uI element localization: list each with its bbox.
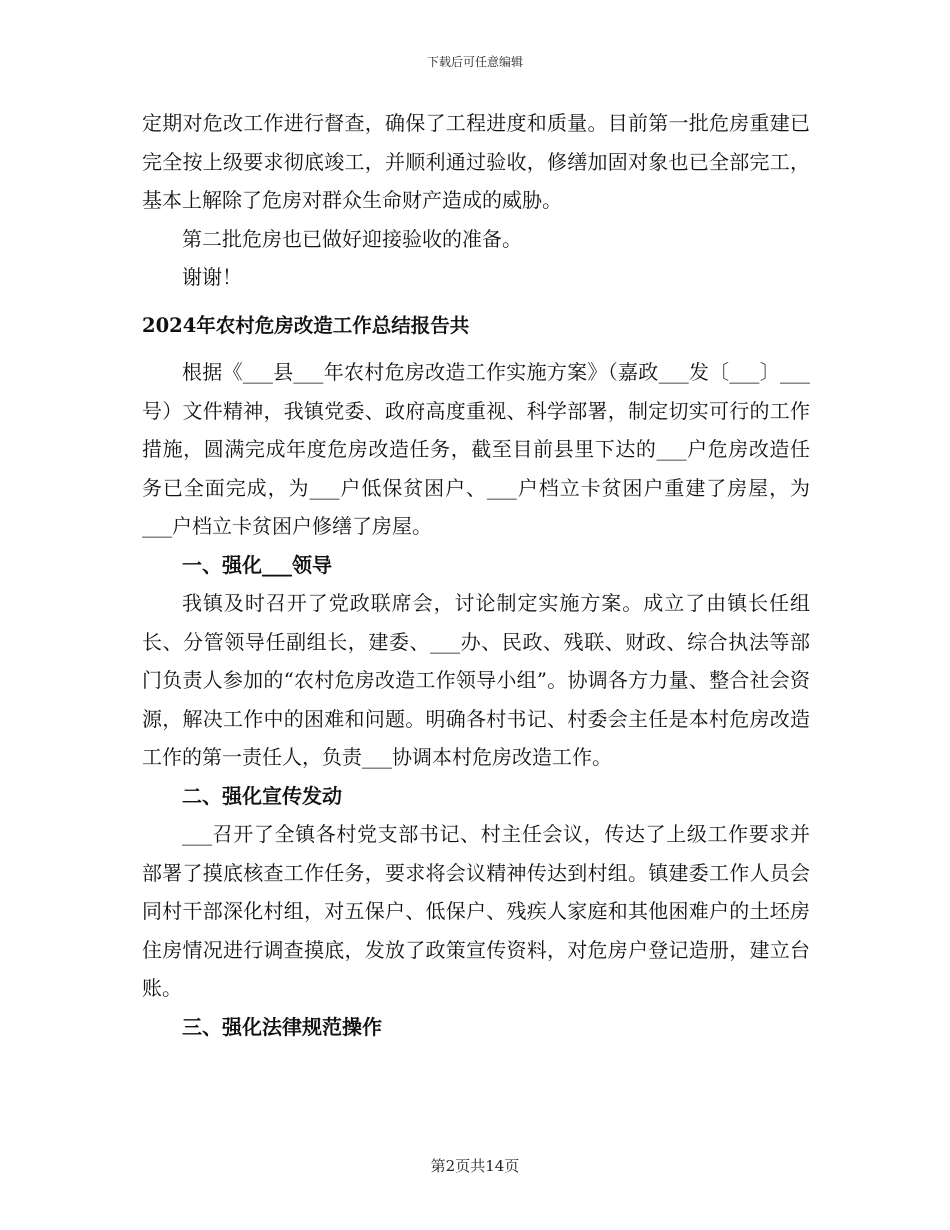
page-number: 第2页共14页 — [430, 1157, 520, 1175]
section-heading-3: 三、强化法律规范操作 — [182, 1014, 382, 1039]
paragraph-section-2: ___召开了全镇各村党支部书记、村主任会议，传达了上级工作要求并部署了摸底核查工作任务，要求将会议精神传达到村组。镇建委工作人员会同村干部深化村组，对五保户、低保户、残疾人家庭和其他困难户的土坯房住房情况进行调查摸底，发放了政策宣传资料，对危房户登记造册，建立台账。 — [142, 822, 810, 1000]
document-body — [142, 104, 810, 1046]
section-heading-2: 二、强化宣传发动 — [182, 783, 342, 808]
report-title: 2024年农村危房改造工作总结报告共 — [142, 313, 470, 337]
paragraph-section-1: 我镇及时召开了党政联席会，讨论制定实施方案。成立了由镇长任组长、分管领导任副组长，建委、___办、民政、残联、财政、综合执法等部门负责人参加的“农村危房改造工作领导小组”。协调各方力量、整合社会资源，解决工作中的困难和问题。明确各村书记、村委会主任是本村危房改造工作的第一责任人，负责___协调本村危房改造工作。 — [142, 591, 810, 769]
header-note: 下载后可任意编辑 — [426, 55, 523, 69]
paragraph-intro: 根据《___县___年农村危房改造工作实施方案》（嘉政___发〔___〕___号）文件精神，我镇党委、政府高度重视、科学部署，制定切实可行的工作措施，圆满完成年度危房改造任务，截至目前县里下达的___户危房改造任务已全面完成，为___户低保贫困户、___户档立卡贫困户重建了房屋，为___户档立卡贫困户修缮了房屋。 — [142, 360, 810, 538]
paragraph-continuation: 定期对危改工作进行督查，确保了工程进度和质量。目前第一批危房重建已完全按上级要求彻底竣工，并顺利通过验收，修缮加固对象也已全部完工，基本上解除了危房对群众生命财产造成的威胁。 — [142, 111, 810, 212]
section-heading-1: 一、强化___领导 — [182, 552, 332, 577]
paragraph-second-batch: 第二批危房也已做好迎接验收的准备。 — [182, 226, 522, 251]
paragraph-thanks: 谢谢！ — [182, 265, 242, 289]
